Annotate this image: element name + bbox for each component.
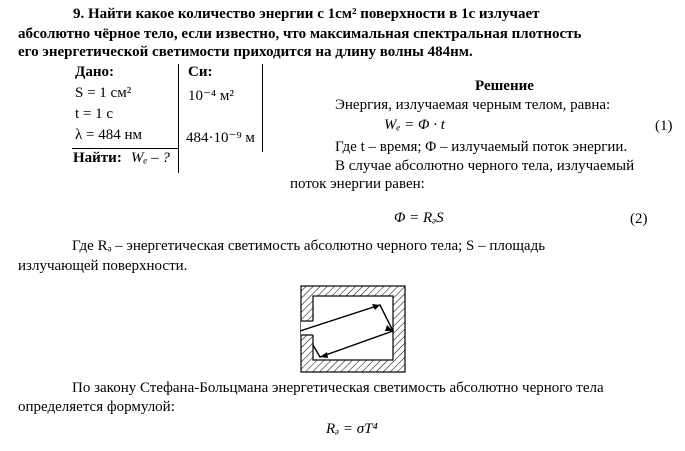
si-row-area: 10⁻⁴ м²	[188, 88, 234, 104]
solution-paragraph-3a: В случае абсолютно черного тела, излучаемый	[335, 158, 635, 174]
solution-paragraph-3b: поток энергии равен:	[290, 176, 425, 192]
equation-3: Rₔ = σT⁴	[326, 421, 378, 437]
black-body-cavity-figure	[300, 285, 406, 373]
solution-paragraph-1: Энергия, излучаемая черным телом, равна:	[335, 97, 611, 113]
problem-line-2: абсолютно чёрное тело, если известно, что максимальная спектральная плотность	[18, 26, 582, 42]
find-value: Wₑ – ?	[131, 150, 170, 166]
problem-line-1: 9. Найти какое количество энергии с 1см² поверхности в 1с излучает	[73, 6, 540, 22]
given-row-area: S = 1 см²	[75, 85, 132, 101]
si-row-wavelength: 484·10⁻⁹ м	[186, 130, 255, 146]
solution-paragraph-4a: Где Rₔ – энергетическая светимость абсолютно черного тела; S – площадь	[72, 238, 546, 254]
solution-paragraph-2: Где t – время; Φ – излучаемый поток энергии.	[335, 139, 628, 155]
si-header: Си:	[188, 64, 213, 80]
solution-title: Решение	[475, 78, 534, 94]
solution-paragraph-5a: По закону Стефана-Больцмана энергетическая светимость абсолютно черного тела	[72, 380, 604, 396]
given-row-wavelength: λ = 484 нм	[75, 127, 143, 143]
given-header: Дано:	[75, 64, 114, 80]
given-row-time: t = 1 с	[75, 106, 114, 122]
si-right-divider	[262, 64, 263, 152]
given-si-divider	[178, 64, 179, 173]
equation-1: Wₑ = Φ · t	[384, 117, 445, 133]
problem-line-3: его энергетической светимости приходится на длину волны 484нм.	[18, 44, 473, 60]
equation-2-number: (2)	[630, 211, 648, 227]
solution-paragraph-4b: излучающей поверхности.	[18, 258, 188, 274]
solution-paragraph-5b: определяется формулой:	[18, 399, 175, 415]
equation-1-number: (1)	[655, 118, 673, 134]
equation-2: Φ = RₔS	[394, 210, 444, 226]
find-label: Найти:	[73, 150, 122, 166]
given-divider	[72, 148, 178, 149]
